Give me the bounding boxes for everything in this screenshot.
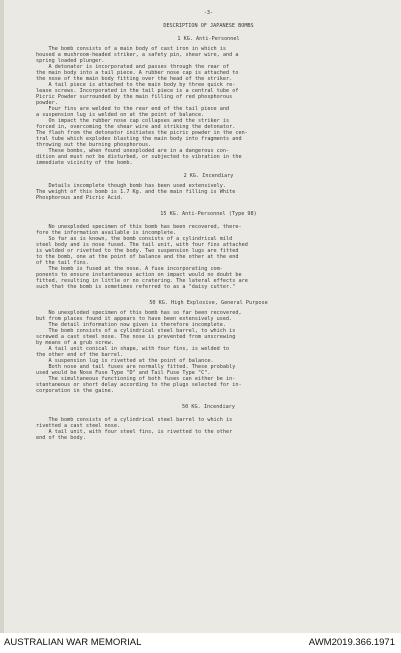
section-heading: 15 KG. Anti-Personnel (Type 98) <box>160 211 257 217</box>
archive-footer <box>0 633 401 653</box>
section-heading: 50 KG. High Explosive, General Purpose <box>149 300 268 306</box>
section-body: Details incomplete though bomb has been used extensively. The weight of this bomb is 1.7 Kg. and the main filling is White Phosphorous and Picric Acid. <box>36 183 236 201</box>
section-body: The bomb consists of a cylindrical steel barrel to which is rivetted a cast steel nose. A tail unit, with four steel fins, is rivetted to the other end of the body. <box>36 417 233 441</box>
section-heading: 50 KG. Incendiary <box>182 404 235 410</box>
page-edge <box>0 0 4 633</box>
footer-institution: AUSTRALIAN WAR MEMORIAL <box>4 637 142 648</box>
section-body: The bomb consists of a main body of cast iron in which is housed a mushroom-headed striker, a safety pin, shear wire, and a spring loaded plunger. A detonator is incorporated and passes through the rear of the main body into a tail piece. A rubber nose cap is attached to the nose of the main body fitting over the head of the striker. A tail piece is attached to the main body by three quick re- lease screws. Incorporated in the tail piece is a central tube of Picric Powder surrounded by the main filling of red phosphorous powder. Four fins are welded to the rear end of the tail piece and a suspension lug is welded on at the point of balance. On impact the rubber nose cap collapses and the striker is forced in, overcoming the shear wire and striking the detonator. The flash from the detonator initiates the picric powder in the cen- tral tube which explodes blasting the main body into fragments and throwing out the burning phosphorous. These bombs, when found unexploded are in a dangerous con- dition and must not be disturbed, or subjected to vibration in the immediate vicinity of the bomb. <box>36 46 248 166</box>
section-body: No unexploded specimen of this bomb has been recovered, there- fore the information available is incomplete. So far as is known, the bomb consists of a cylindrical mild steel body and is nose fused. The tail unit, with four fins attached is welded or rivetted to the body. Two suspension lugs are fitted to the bomb, one at the point of balance and the other at the end of the tail fins. The bomb is fused at the nose. A fuse incorporating com- ponents to ensure instantaneous action on impact would no doubt be fitted, resulting in little or no cratering. The lateral effects are such that the bomb is sometimes referred to as a "daisy cutter." <box>36 224 248 290</box>
typed-text <box>36 10 381 441</box>
section-heading: 2 KG. Incendiary <box>183 173 234 179</box>
page-number: -3- <box>203 10 214 16</box>
document-title: DESCRIPTION OF JAPANESE BOMBS <box>163 23 254 29</box>
section-body: No unexploded specimen of this bomb has so far been recovered, but from places found it appears to have been extensively used. The detail information now given is therefore incomplete. The bomb consists of a cylindrical steel barrel, to which is screwed a cast steel nose. The nose is prevented from unscrewing by means of a grub screw. A tail unit conical in shape, with four fins, is welded to the other end of the barrel. A suspension lug is rivetted at the point of balance. Both nose and tail fuses are normally fitted. These probably used would be Nose Fuse Type "D" and Tail Fuse Type "C". The simultaneous functioning of both fuses can either be in- stantaneous or short delay according to the plugs selected for in- corporation in the gaine. <box>36 310 242 394</box>
section-heading: 1 KG. Anti-Personnel <box>177 36 240 42</box>
footer-accession-number: AWM2019.366.1971 <box>308 637 395 648</box>
